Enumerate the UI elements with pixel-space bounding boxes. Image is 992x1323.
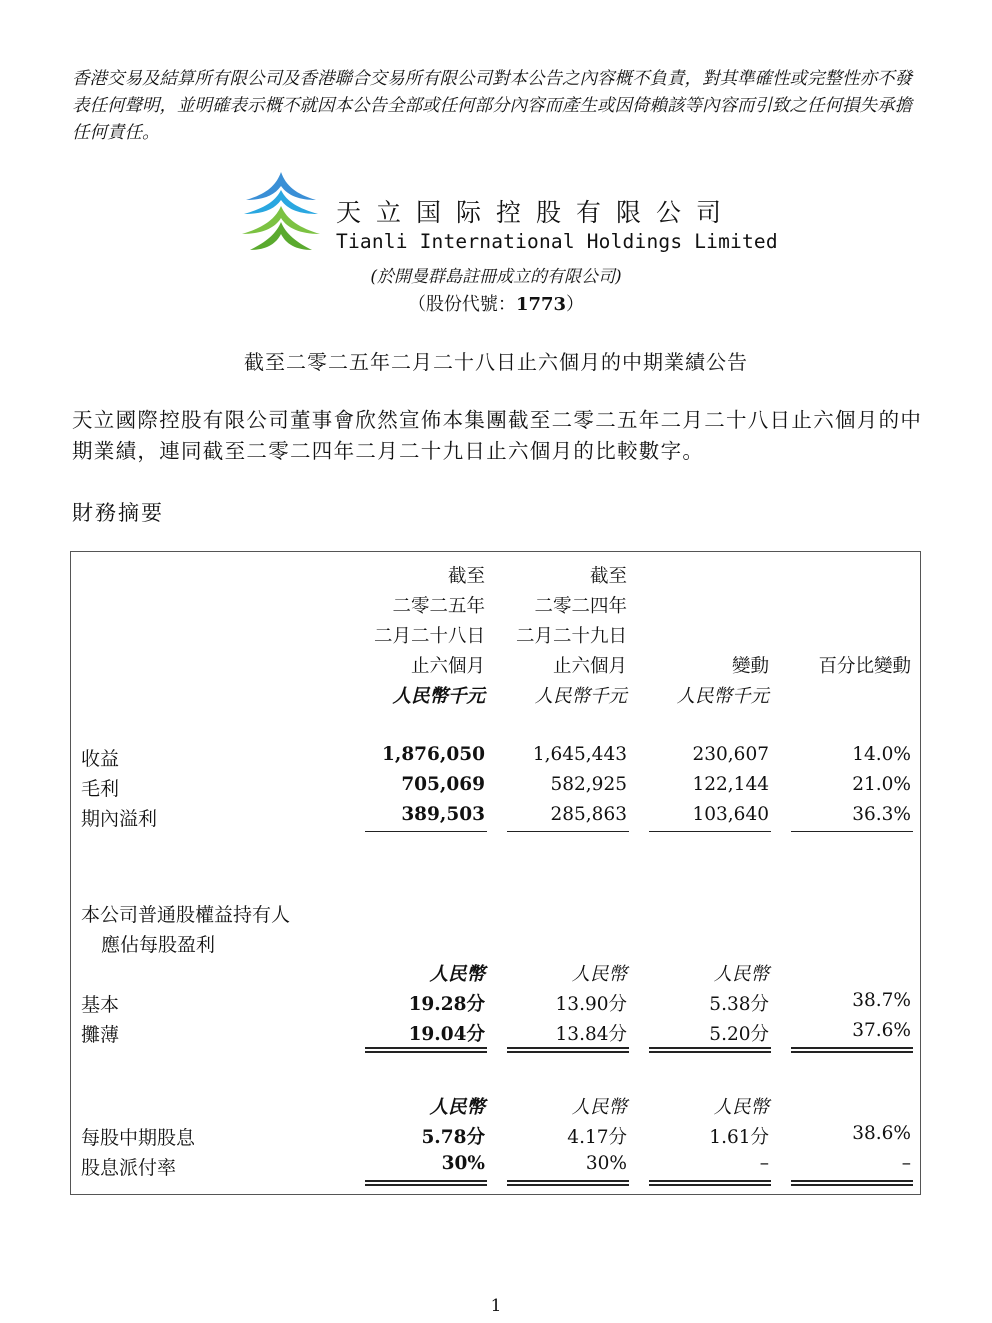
double-underline [365,1047,487,1053]
header-c2-0: 截至 [589,566,627,587]
row-dividend-label: 每股中期股息 [81,1127,196,1149]
underline [649,831,771,832]
header-c3-0: 變動 [731,656,769,677]
row-basic-v1: 19.28分 [408,994,485,1015]
row-revenue-label: 收益 [81,748,120,770]
header-c1-4: 人民幣千元 [392,686,485,707]
row-diluted-v4: 37.6% [852,1020,911,1041]
stock-code-label: （股份代號： [407,294,516,315]
stock-code [0,290,992,316]
row-diluted-v2: 13.84分 [555,1024,627,1045]
currency-c1-2: 人民幣 [429,1097,485,1118]
row-dividend-v2: 4.17分 [567,1127,627,1148]
currency-c3: 人民幣 [713,964,769,985]
row-profit-v1: 389,503 [401,804,485,825]
row-dividend-v4: 38.6% [852,1123,911,1144]
row-diluted-v3: 5.20分 [709,1024,769,1045]
row-gross-profit-v4: 21.0% [852,774,911,795]
incorporation-note: (於開曼群島註冊成立的有限公司) [370,267,622,287]
row-revenue-v4: 14.0% [852,744,911,765]
row-payout-v2: 30% [585,1153,627,1174]
row-payout-label: 股息派付率 [81,1157,177,1179]
header-c2-2: 二月二十九日 [515,626,627,647]
double-underline [649,1047,771,1053]
row-dividend-v3: 1.61分 [709,1127,769,1148]
row-profit-v3: 103,640 [692,804,769,825]
row-basic-v2: 13.90分 [555,994,627,1015]
double-underline [507,1047,629,1053]
eps-heading-1: 本公司普通股權益持有人 [81,904,291,926]
header-c1-2: 二月二十八日 [373,626,485,647]
double-underline [649,1180,771,1186]
currency-c1: 人民幣 [429,964,485,985]
header-c3-1: 人民幣千元 [676,686,769,707]
header-c1-0: 截至 [447,566,485,587]
row-revenue-v3: 230,607 [692,744,769,765]
currency-c2-2: 人民幣 [571,1097,627,1118]
row-gross-profit-v2: 582,925 [550,774,627,795]
row-revenue-v2: 1,645,443 [532,744,627,765]
row-revenue-v1: 1,876,050 [382,744,485,765]
row-basic-v3: 5.38分 [709,994,769,1015]
underline [507,831,629,832]
row-basic-label: 基本 [81,994,120,1016]
currency-c2: 人民幣 [571,964,627,985]
underline [791,831,913,832]
company-logo-icon [240,170,322,254]
company-name-zh: 天立国际控股有限公司 [336,198,737,227]
underline [365,831,487,832]
header-c2-4: 人民幣千元 [534,686,627,707]
announcement-title: 截至二零二五年二月二十八日止六個月的中期業績公告 [244,350,748,374]
row-gross-profit-v1: 705,069 [401,774,485,795]
row-diluted-label: 攤薄 [81,1024,120,1046]
page-number: 1 [490,1296,502,1316]
row-profit-label: 期內溢利 [81,808,158,830]
financial-highlights-table [70,551,921,1195]
row-profit-v4: 36.3% [852,804,911,825]
currency-c3-2: 人民幣 [713,1097,769,1118]
header-c4-0: 百分比變動 [818,656,911,677]
row-gross-profit-label: 毛利 [81,778,120,800]
row-payout-v4: – [901,1153,911,1174]
header-c1-3: 止六個月 [410,656,485,677]
disclaimer: 香港交易及結算所有限公司及香港聯合交易所有限公司對本公告之內容概不負責，對其準確性或完整性亦不發表任何聲明，並明確表示概不就因本公告全部或任何部分內容而產生或因倚賴該等內容而引致之任何損失承擔任何責任。 [72,69,912,143]
double-underline [791,1180,913,1186]
double-underline [365,1180,487,1186]
row-diluted-v1: 19.04分 [408,1024,485,1045]
header-c2-3: 止六個月 [552,656,627,677]
stock-code-close: ） [566,294,585,315]
row-basic-v4: 38.7% [852,990,911,1011]
row-gross-profit-v3: 122,144 [692,774,769,795]
row-dividend-v1: 5.78分 [421,1127,485,1148]
header-c2-1: 二零二四年 [534,596,627,617]
row-profit-v2: 285,863 [550,804,627,825]
intro-paragraph: 天立國際控股有限公司董事會欣然宣佈本集團截至二零二五年二月二十八日止六個月的中期業績，連同截至二零二四年二月二十九日止六個月的比較數字。 [72,408,923,463]
company-name-en: Tianli International Holdings Limited [336,230,778,253]
double-underline [507,1180,629,1186]
row-payout-v3: – [759,1153,769,1174]
eps-heading-2: 應佔每股盈利 [101,934,216,956]
row-payout-v1: 30% [441,1153,485,1174]
double-underline [791,1047,913,1053]
section-title: 財務摘要 [72,501,164,525]
stock-code-value: 1773 [515,294,567,315]
header-c1-1: 二零二五年 [392,596,485,617]
